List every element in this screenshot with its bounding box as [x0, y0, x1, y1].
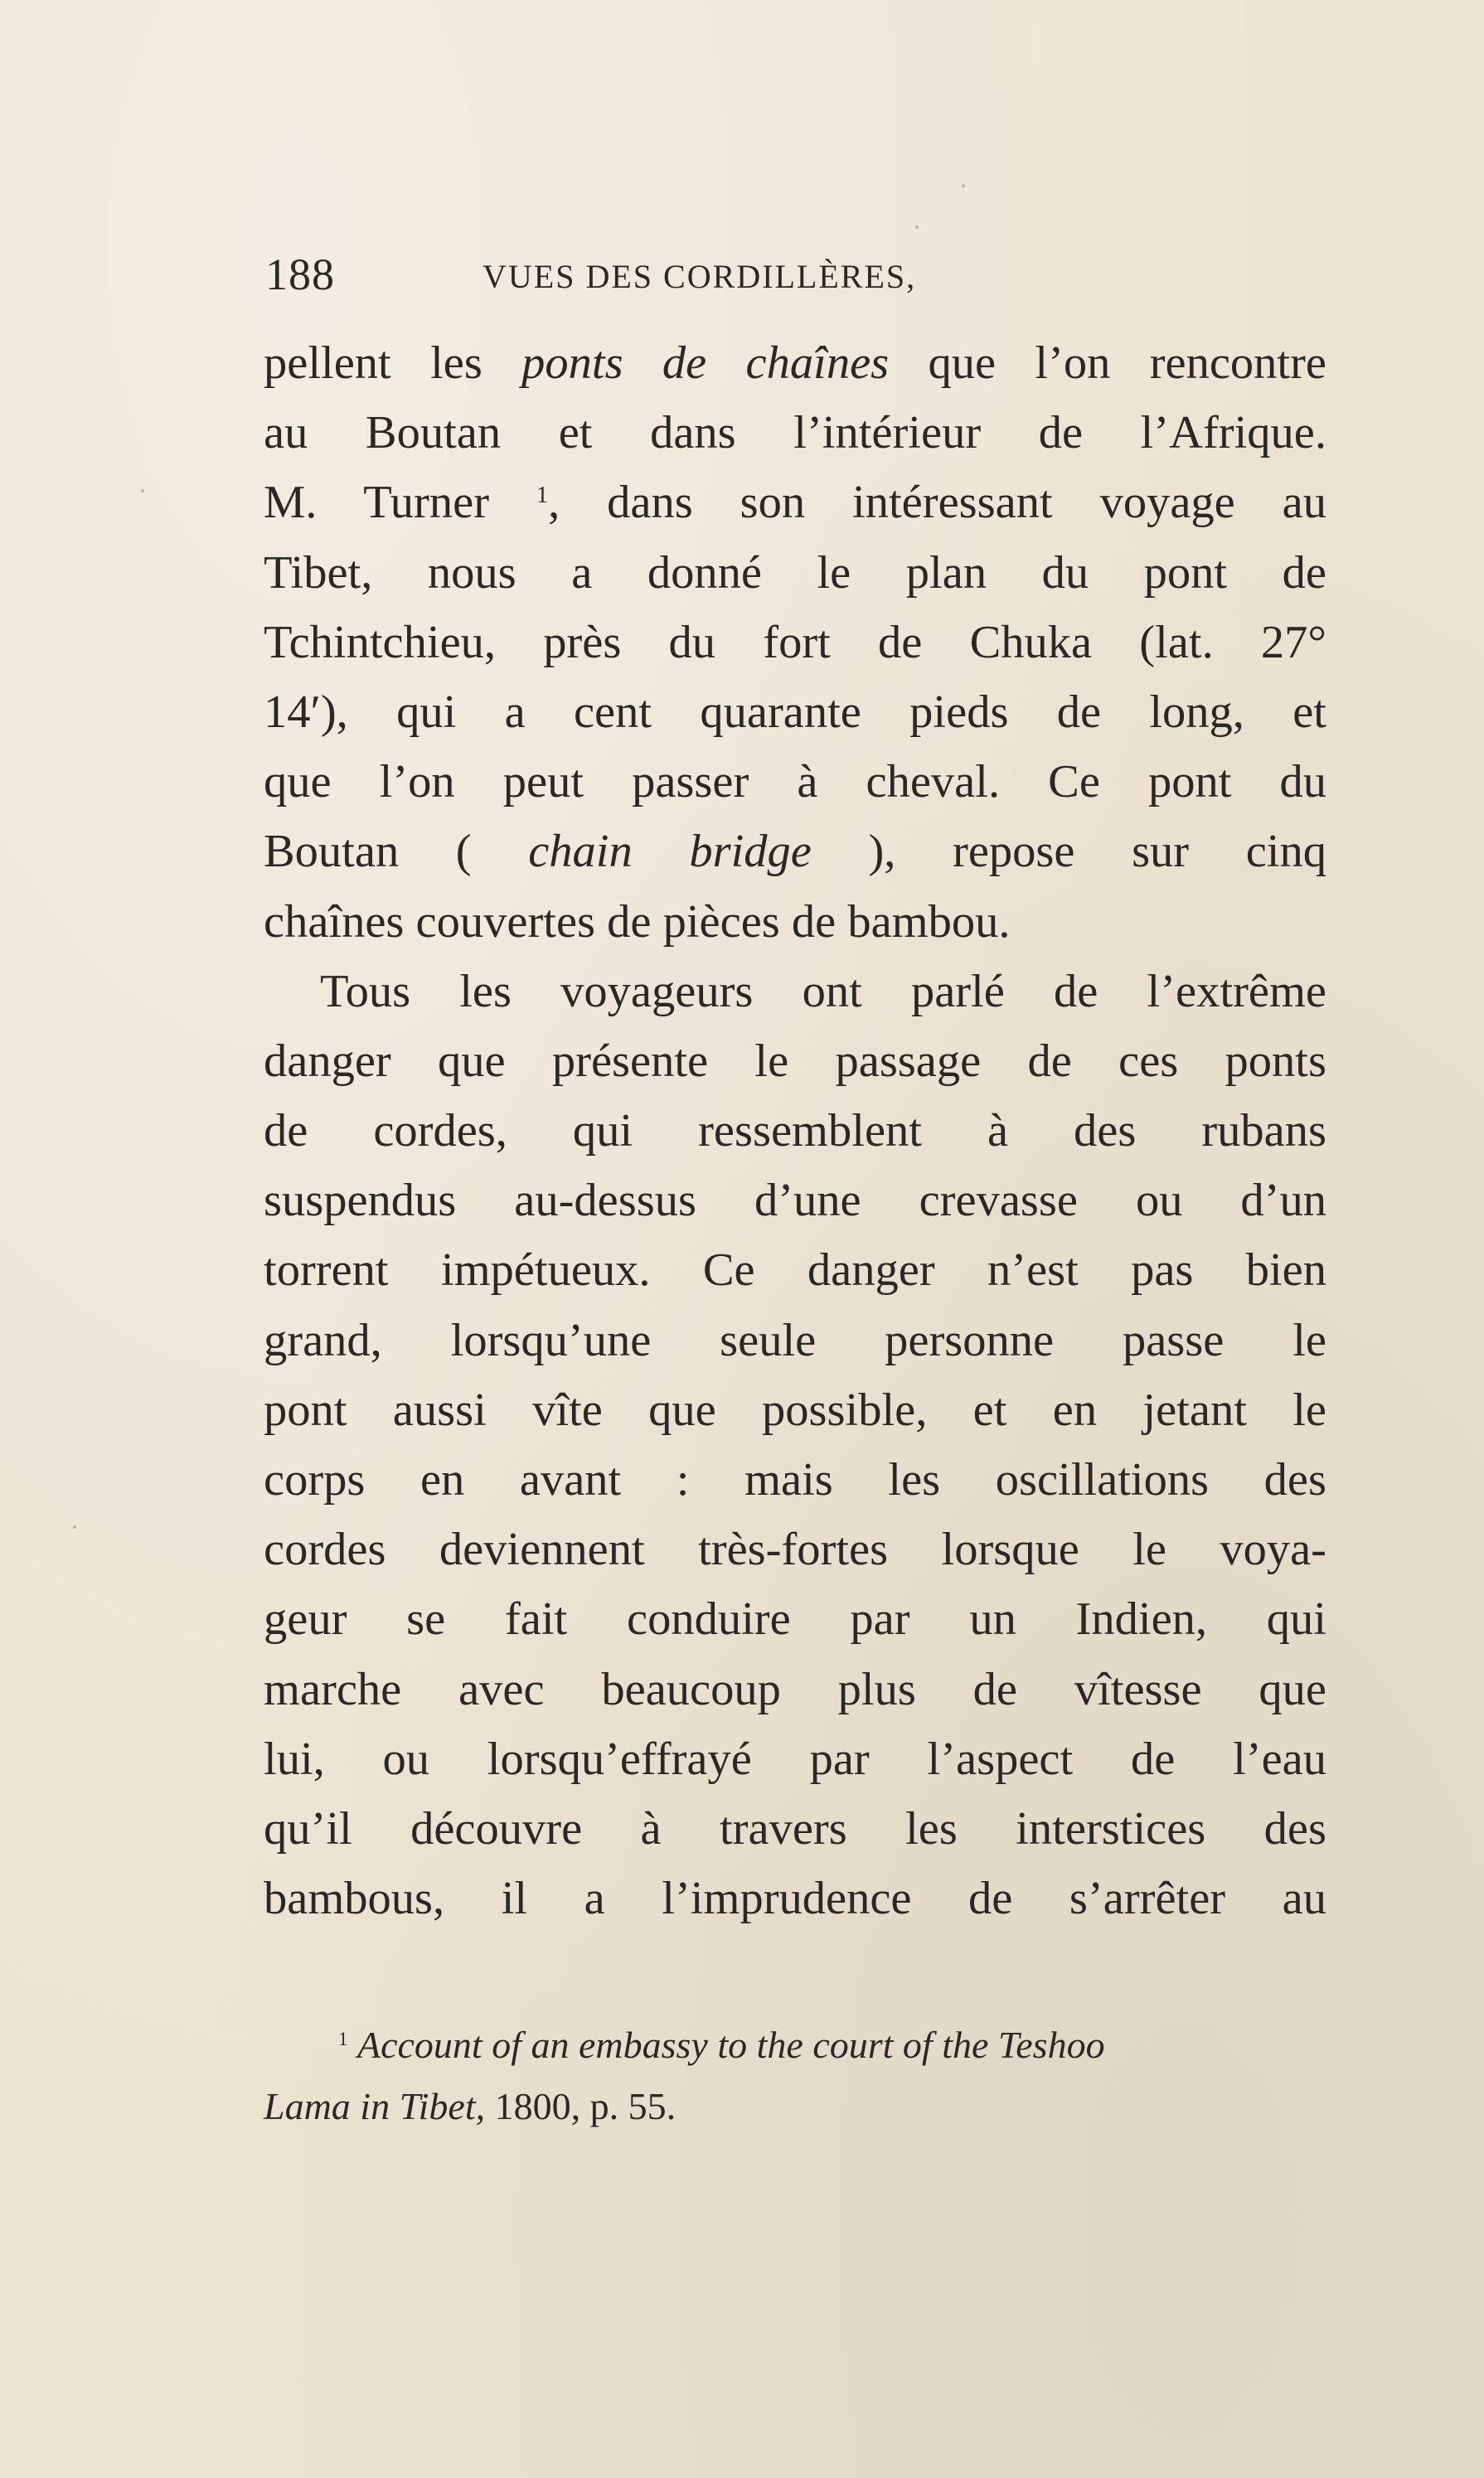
text-line: qu’il découvre à travers les interstices des [264, 1802, 1326, 1855]
body-text [264, 328, 1326, 1933]
text-line: que l’on peut passer à cheval. Ce pont du [264, 756, 1326, 808]
text-line: lui, ou lorsqu’effrayé par l’aspect de l’eau [264, 1733, 1326, 1785]
text-line: cordes deviennent très-fortes lorsque le voya- [264, 1524, 1326, 1576]
footnote [264, 2015, 1326, 2137]
text-line: chaînes couvertes de pièces de bambou. [264, 895, 1011, 948]
text-line: Tchintchieu, près du fort de Chuka (lat. 27° [264, 616, 1326, 668]
text-line: pont aussi vîte que possible, et en jetant le [264, 1384, 1326, 1436]
footnote-line [264, 2076, 1326, 2137]
page-number: 188 [265, 250, 335, 299]
paper-speck [915, 225, 919, 229]
text-line: Tous les voyageurs ont parlé de l’extrême [320, 965, 1326, 1017]
text-span: que l’on rencontre [889, 337, 1327, 389]
text-span: pellent les [264, 337, 522, 389]
text-line: geur se fait conduire par un Indien, qui [264, 1593, 1326, 1646]
text-line [264, 328, 1326, 398]
footnote-marker: 1 [338, 2029, 348, 2050]
text-line: suspendus au-dessus d’une crevasse ou d’un [264, 1175, 1326, 1227]
page-header [265, 249, 1011, 315]
paper-speck [962, 184, 965, 187]
text-line: grand, lorsqu’une seule personne passe le [264, 1314, 1326, 1366]
footnote-title: Lama in Tibet, [264, 2085, 486, 2127]
footnote-title: Account of an embassy to the court of the Teshoo [357, 2024, 1105, 2066]
footnote-reference: 1 [536, 482, 549, 508]
text-line: danger que présente le passage de ces ponts [264, 1035, 1326, 1087]
running-title: VUES DES CORDILLÈRES, [483, 258, 917, 295]
text-line [264, 468, 1326, 537]
text-line: torrent impétueux. Ce danger n’est pas bien [264, 1244, 1326, 1297]
footnote-date: 1800, p. 55. [485, 2085, 677, 2127]
text-span: , dans son intéressant voyage au [548, 477, 1326, 529]
paper-speck [141, 489, 144, 492]
text-span: Boutan ( [264, 826, 529, 878]
text-line: 14′), qui a cent quarante pieds de long, et [264, 686, 1326, 738]
text-line: marche avec beaucoup plus de vîtesse que [264, 1663, 1326, 1715]
footnote-line [264, 2015, 1326, 2076]
text-line: de cordes, qui ressemblent à des rubans [264, 1105, 1326, 1157]
italic-phrase: ponts de chaînes [521, 337, 890, 389]
paper-speck [73, 1525, 76, 1529]
text-line: corps en avant : mais les oscillations des [264, 1454, 1326, 1506]
italic-phrase: chain bridge [528, 826, 812, 878]
text-line: Tibet, nous a donné le plan du pont de [264, 546, 1326, 599]
text-line: bambous, il a l’imprudence de s’arrêter au [264, 1873, 1326, 1925]
text-line: au Boutan et dans l’intérieur de l’Afrique. [264, 407, 1326, 459]
text-span: M. Turner [264, 477, 536, 529]
text-span: ), repose sur cinq [811, 826, 1326, 878]
text-line [264, 817, 1326, 886]
